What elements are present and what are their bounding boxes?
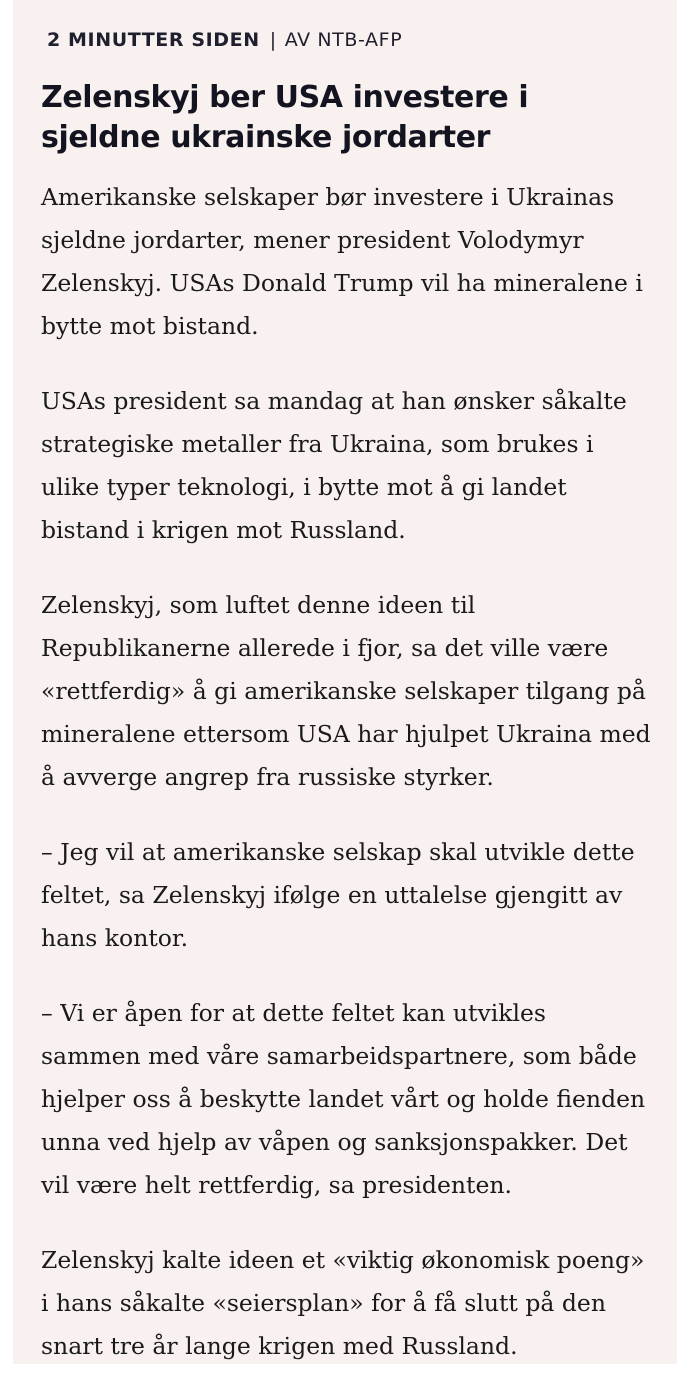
article-paragraph: Zelenskyj, som luftet denne ideen til Republikanerne allerede i fjor, sa det ville være «rettferdig» å gi amerikanske selskaper tilgang på mineralene ettersom USA har hjulpet Ukraina med å avverge angrep fra russiske styrker.: [41, 591, 651, 791]
article-byline: AV NTB-AFP: [284, 29, 403, 51]
article-paragraph: – Vi er åpen for at dette feltet kan utvikles sammen med våre samarbeidspartnere, som både hjelper oss å beskytte landet vårt og holde fienden unna ved hjelp av våpen og sanksjonspakker. Det vil være helt rettferdig, sa presidenten.: [41, 999, 646, 1199]
meta-separator: |: [269, 29, 277, 51]
article-paragraph: Zelenskyj kalte ideen et «viktig økonomisk poeng» i hans såkalte «seiersplan» for å få slutt på den snart tre år lange krigen med Russland.: [41, 1246, 645, 1360]
article-paragraph: USAs president sa mandag at han ønsker såkalte strategiske metaller fra Ukraina, som brukes i ulike typer teknologi, i bytte mot å gi landet bistand i krigen mot Russland.: [41, 387, 627, 544]
article-timestamp: 2 MINUTTER SIDEN: [47, 29, 260, 51]
article-body: [41, 176, 651, 1368]
article-card: [13, 0, 677, 1364]
article-paragraph: – Jeg vil at amerikanske selskap skal utvikle dette feltet, sa Zelenskyj ifølge en uttalelse gjengitt av hans kontor.: [41, 838, 635, 952]
article-paragraph: Amerikanske selskaper bør investere i Ukrainas sjeldne jordarter, mener president Volodymyr Zelenskyj. USAs Donald Trump vil ha mineralene i bytte mot bistand.: [41, 183, 643, 340]
article-headline[interactable]: Zelenskyj ber USA investere i sjeldne ukrainske jordarter: [41, 80, 529, 155]
article-meta: [47, 22, 651, 58]
